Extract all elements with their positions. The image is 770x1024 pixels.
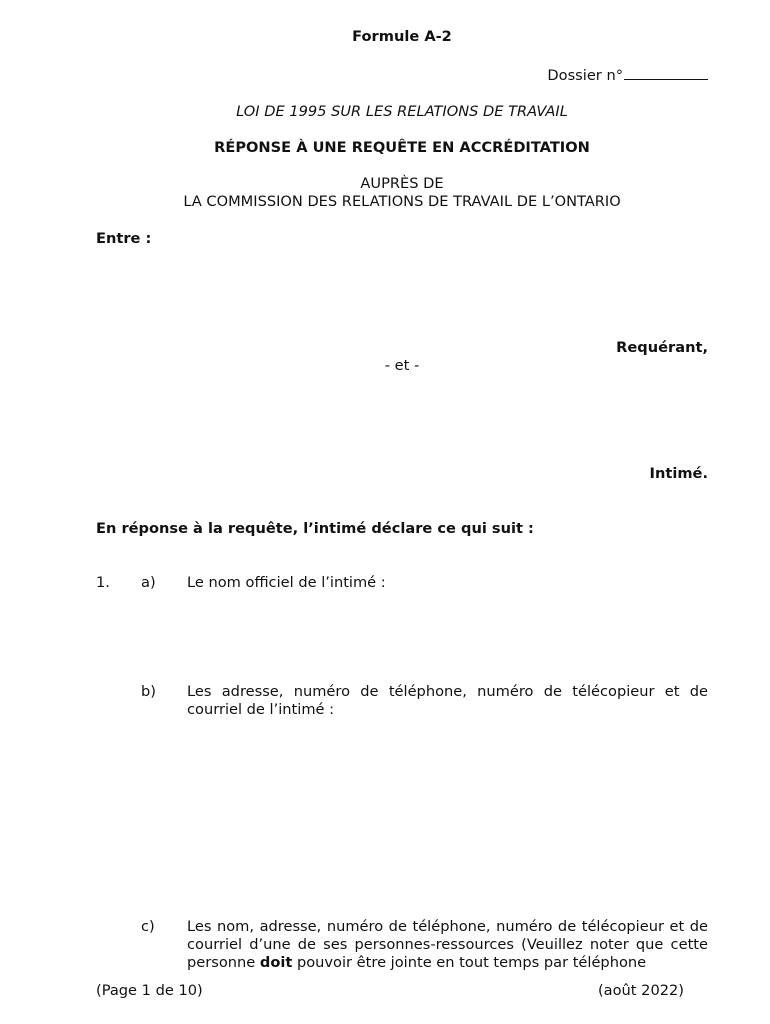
item-c-label: c) xyxy=(141,918,155,935)
revision-date: (août 2022) xyxy=(597,982,684,999)
item-c-text-start: Les nom, adresse, numéro de téléphone, numéro de télécopieur et de courriel d’une de ses personnes-ressources (Veuillez noter que cette personne xyxy=(187,918,708,971)
item-c-text xyxy=(187,918,708,972)
intro-statement: En réponse à la requête, l’intimé déclare ce qui suit : xyxy=(96,520,534,537)
item-a-label: a) xyxy=(141,574,156,591)
respondent-label: Intimé. xyxy=(649,465,708,482)
file-number xyxy=(547,67,708,85)
before-line-2: LA COMMISSION DES RELATIONS DE TRAVAIL DE L’ONTARIO xyxy=(183,193,621,210)
item-b-label: b) xyxy=(141,683,156,700)
item-c-text-end: pouvoir être jointe en tout temps par téléphone xyxy=(292,954,647,971)
act-title: LOI DE 1995 SUR LES RELATIONS DE TRAVAIL xyxy=(236,103,568,120)
form-title: Formule A-2 xyxy=(352,28,452,45)
file-number-label: Dossier n° xyxy=(547,67,623,84)
item-c-emphasis: doit xyxy=(259,954,293,971)
page-indicator: (Page 1 de 10) xyxy=(96,982,203,999)
and-separator: - et - xyxy=(384,357,420,374)
document-title: RÉPONSE À UNE REQUÊTE EN ACCRÉDITATION xyxy=(214,139,590,156)
applicant-label: Requérant, xyxy=(616,339,708,356)
item-number: 1. xyxy=(96,574,110,591)
before-line-1: AUPRÈS DE xyxy=(360,175,444,192)
file-number-field[interactable] xyxy=(624,67,708,80)
item-a-text: Le nom officiel de l’intimé : xyxy=(187,574,386,591)
between-label: Entre : xyxy=(96,230,152,247)
item-b-text: Les adresse, numéro de téléphone, numéro de télécopieur et de courriel de l’intimé : xyxy=(187,683,708,718)
